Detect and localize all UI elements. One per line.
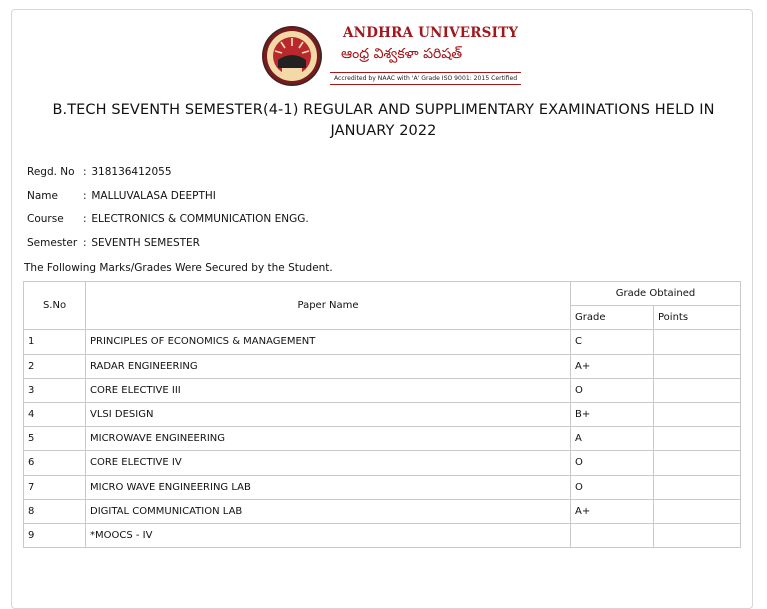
university-seal-icon: [260, 24, 324, 88]
name-label: Name: [27, 190, 58, 202]
table-row: [24, 330, 741, 354]
separator: :: [83, 166, 87, 178]
paper-name-cell: MICRO WAVE ENGINEERING LAB: [86, 475, 571, 499]
university-name-telugu: ఆంధ్ర విశ్వకళా పరిషత్: [341, 46, 463, 62]
table-row: [24, 402, 741, 426]
sno-cell: 6: [24, 451, 86, 475]
points-cell: [654, 354, 741, 378]
paper-name-cell: PRINCIPLES OF ECONOMICS & MANAGEMENT: [86, 330, 571, 354]
header-grade-obtained: Grade Obtained: [571, 282, 741, 306]
paper-name-cell: DIGITAL COMMUNICATION LAB: [86, 499, 571, 523]
table-row: [24, 451, 741, 475]
points-cell: [654, 499, 741, 523]
points-cell: [654, 427, 741, 451]
regd-no-label: Regd. No: [27, 166, 75, 178]
grade-cell: C: [571, 330, 654, 354]
grade-cell: A: [571, 427, 654, 451]
grade-cell: O: [571, 475, 654, 499]
table-row: [24, 499, 741, 523]
paper-name-cell: *MOOCS - IV: [86, 523, 571, 547]
grade-cell: O: [571, 378, 654, 402]
points-cell: [654, 330, 741, 354]
table-row: [24, 427, 741, 451]
sno-cell: 8: [24, 499, 86, 523]
course-row: [27, 213, 309, 225]
grade-cell: A+: [571, 354, 654, 378]
points-cell: [654, 451, 741, 475]
name-row: [27, 190, 216, 202]
paper-name-cell: VLSI DESIGN: [86, 402, 571, 426]
marks-table-body: [24, 330, 741, 548]
university-header: [260, 20, 519, 88]
secured-text: The Following Marks/Grades Were Secured by the Student.: [24, 262, 333, 274]
semester-row: [27, 237, 200, 249]
semester-label: Semester: [27, 237, 78, 249]
university-name: ANDHRA UNIVERSITY: [343, 25, 519, 41]
points-cell: [654, 475, 741, 499]
sno-cell: 1: [24, 330, 86, 354]
table-row: [24, 475, 741, 499]
marks-table: [23, 281, 741, 548]
sno-cell: 3: [24, 378, 86, 402]
regd-no-value: 318136412055: [91, 166, 172, 178]
paper-name-cell: CORE ELECTIVE III: [86, 378, 571, 402]
sno-cell: 5: [24, 427, 86, 451]
table-row: [24, 354, 741, 378]
sno-cell: 2: [24, 354, 86, 378]
points-cell: [654, 523, 741, 547]
grade-cell: O: [571, 451, 654, 475]
header-paper-name: Paper Name: [86, 282, 571, 330]
header-points: Points: [654, 306, 741, 330]
sno-cell: 4: [24, 402, 86, 426]
grade-cell: A+: [571, 499, 654, 523]
header-grade: Grade: [571, 306, 654, 330]
table-row: [24, 378, 741, 402]
points-cell: [654, 378, 741, 402]
sno-cell: 9: [24, 523, 86, 547]
paper-name-cell: CORE ELECTIVE IV: [86, 451, 571, 475]
accreditation-text: Accredited by NAAC with 'A' Grade ISO 9001: 2015 Certified: [330, 72, 521, 85]
separator: :: [83, 213, 87, 225]
grade-cell: [571, 523, 654, 547]
paper-name-cell: RADAR ENGINEERING: [86, 354, 571, 378]
points-cell: [654, 402, 741, 426]
separator: :: [83, 237, 87, 249]
header-sno: S.No: [24, 282, 86, 330]
paper-name-cell: MICROWAVE ENGINEERING: [86, 427, 571, 451]
regd-no-row: [27, 166, 172, 178]
table-row: [24, 523, 741, 547]
exam-title: B.TECH SEVENTH SEMESTER(4-1) REGULAR AND SUPPLIMENTARY EXAMINATIONS HELD IN JANUARY 2022: [52, 102, 715, 139]
course-label: Course: [27, 213, 64, 225]
sno-cell: 7: [24, 475, 86, 499]
semester-value: SEVENTH SEMESTER: [91, 237, 200, 249]
name-value: MALLUVALASA DEEPTHI: [91, 190, 216, 202]
course-value: ELECTRONICS & COMMUNICATION ENGG.: [91, 213, 309, 225]
separator: :: [83, 190, 87, 202]
grade-cell: B+: [571, 402, 654, 426]
